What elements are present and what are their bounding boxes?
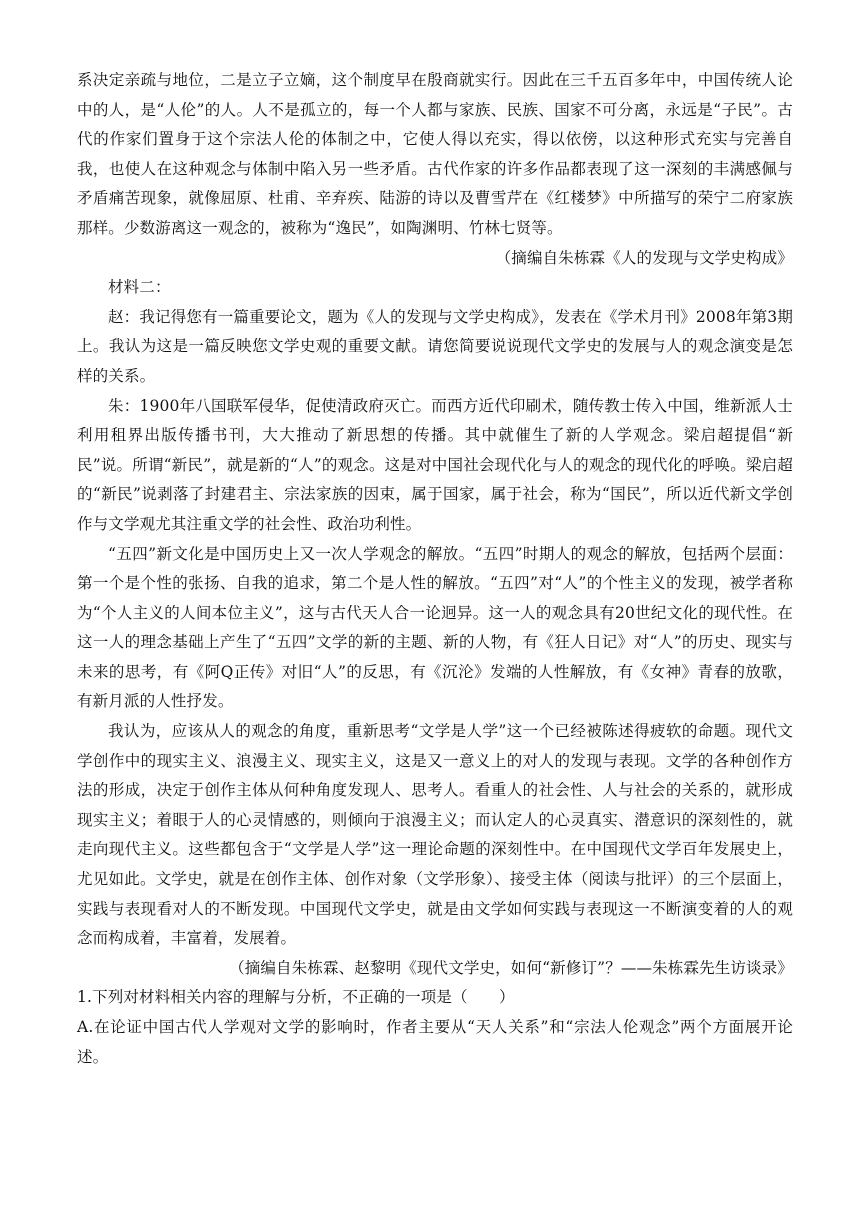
question-option-a: A.在论证中国古代人学观对文学的影响时，作者主要从“天人关系”和“宗法人伦观念”两个方面展开论述。 <box>77 1018 793 1066</box>
material2-paragraph-3: “五四”新文化是中国历史上又一次人学观念的解放。“五四”时期人的观念的解放，包括两个层面：第一个是个性的张扬、自我的追求，第二个是人性的解放。“五四”对“人”的个性主义的发现，被学者称为“个人主义的人间本位主义”，这与古代天人合一论迥异。这一人的观念具有20世纪文化的现代性。在这一人的理念基础上产生了“五四”文学的新的主题、新的人物，有《狂人日记》对“人”的历史、现实与未来的思考，有《阿Q正传》对旧“人”的反思，有《沉沦》发端的人性解放，有《女神》青春的放歌，有新月派的人性抒发。 <box>77 544 793 711</box>
material2-paragraph-1: 赵：我记得您有一篇重要论文，题为《人的发现与文学史构成》，发表在《学术月刊》2008年第3期上。我认为这是一篇反映您文学史观的重要文献。请您简要说说现代文学史的发展与人的观念演变是怎样的关系。 <box>77 307 793 385</box>
material2-paragraph-4: 我认为，应该从人的观念的角度，重新思考“文学是人学”这一个已经被陈述得疲软的命题。现代文学创作中的现实主义、浪漫主义、现实主义，这是又一意义上的对人的发现与表现。文学的各种创作方法的形成，决定于创作主体从何种角度发现人、思考人。看重人的社会性、人与社会的关系的，就形成现实主义；着眼于人的心灵情感的，则倾向于浪漫主义；而认定人的心灵真实、潜意识的深刻性的，就走向现代主义。这些都包含于“文学是人学”这一理论命题的深刻性中。在中国现代文学百年发展史上，尤见如此。文学史，就是在创作主体、创作对象（文学形象）、接受主体（阅读与批评）的三个层面上，实践与表现看对人的不断发现。中国现代文学史，就是由文学如何实践与表现这一不断演变着的人的观念而构成着，丰富着，发展着。 <box>77 722 793 948</box>
question-stem: 1.下列对材料相关内容的理解与分析，不正确的一项是（ ） <box>77 988 515 1007</box>
material1-source: （摘编自朱栋霖《人的发现与文学史构成》 <box>495 248 793 267</box>
material2-source: （摘编自朱栋霖、赵黎明《现代文学史，如何“新修订”？——朱栋霖先生访谈录》 <box>229 958 793 977</box>
material2-paragraph-2: 朱：1900年八国联军侵华，促使清政府灭亡。而西方近代印刷术，随传教士传入中国，维新派人士利用租界出版传播书刊，大大推动了新思想的传播。其中就催生了新的人学观念。梁启超提倡“新民”说。所谓“新民”，就是新的“人”的观念。这是对中国社会现代化与人的观念的现代化的呼唤。梁启超的“新民”说剥落了封建君主、宗法家族的因束，属于国家，属于社会，称为“国民”，所以近代新文学创作与文学观尤其注重文学的社会性、政治功利性。 <box>77 396 793 533</box>
material1-paragraph: 系决定亲疏与地位，二是立子立嫡，这个制度早在殷商就实行。因此在三千五百多年中，中国传统人论中的人，是“人伦”的人。人不是孤立的，每一个人都与家族、民族、国家不可分离，永远是“子民”。古代的作家们置身于这个宗法人伦的体制之中，它使人得以充实，得以依傍，以这种形式充实与完善自我，也使人在这种观念与体制中陷入另一些矛盾。古代作家的许多作品都表现了这一深刻的丰满感佩与矛盾痛苦现象，就像屈原、杜甫、辛弃疾、陆游的诗以及曹雪芹在《红楼梦》中所描写的荣宁二府家族那样。少数游离这一观念的，被称为“逸民”，如陶渊明、竹林七贤等。 <box>77 71 793 237</box>
document-body <box>77 66 793 1072</box>
material2-label: 材料二： <box>108 278 171 297</box>
